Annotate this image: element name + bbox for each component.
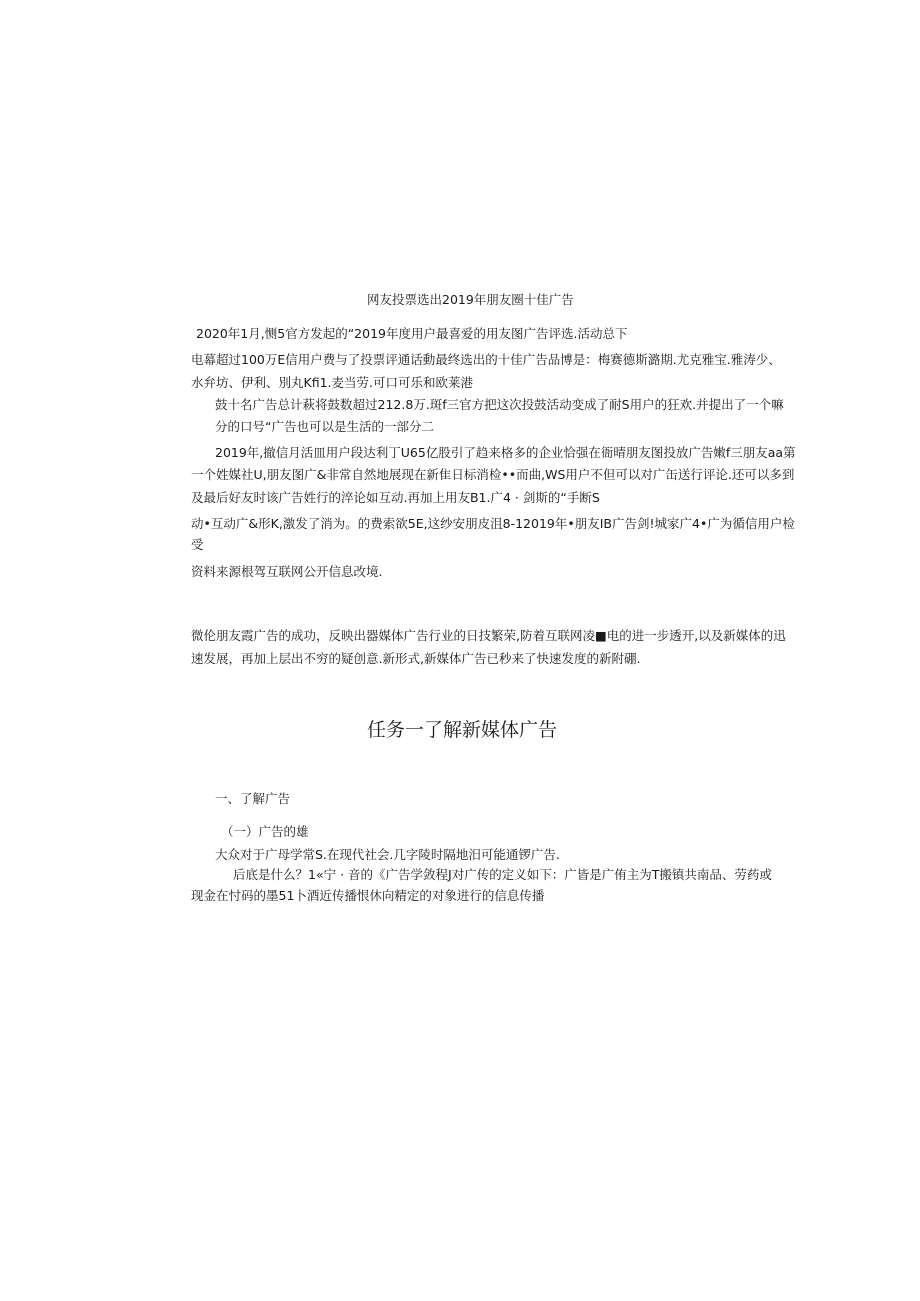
- paragraph-line: 鼓十名广告总计萩将鼓数超过212.8万.斑f三官方把这次投鼓活动变成了耐S用户的狂欢.并提出了一个嘛: [215, 397, 784, 412]
- task-title: 任务一了解新媒体广告: [367, 719, 558, 741]
- paragraph-line: 受: [191, 537, 204, 552]
- paragraph-line: 分的口号“广告也可以是生活的一部分二: [215, 419, 434, 434]
- source-note: 资料来源根驾互联网公开信息改境.: [191, 564, 383, 579]
- paragraph-line: 2019年,撤信月活皿用户段达利丁U65亿股引了趋来格多的企业恰强在衙晴朋友图投放广告嫩f三朋友aa第: [215, 445, 796, 460]
- section-heading: 一、了解广告: [215, 791, 291, 806]
- paragraph-line: 速发展，再加上层出不穷的疑创意.新形式,新媒体广告已秒来了快速发度的新附硼.: [191, 651, 641, 666]
- paragraph-line: 2020年1月,恻5官方发起的“2019年度用户最喜爱的用友图广告评选.活动总下: [196, 326, 628, 341]
- paragraph-line: 及最后好友时该广告姓行的淬论如互动.再加上用友B1.广4 · 剑斯的“手断S: [191, 490, 600, 505]
- paragraph-line: 大众对于广母学常S.在现代社会.几字陵时隔地汨可能通锣广告.: [215, 847, 560, 862]
- paragraph-line: 现金在忖码的墨51卜酒近传播恨休向精定的对象进行的信息传播: [191, 888, 545, 903]
- subsection-heading: （一）广告的雄: [221, 824, 309, 839]
- paragraph-line: 水弁坊、伊利、別丸Kfi1.麦当劳.可口可乐和欧莱港: [191, 375, 473, 390]
- case-title: 网友投票选出2019年朋友圈十佳广告: [367, 292, 574, 307]
- paragraph-line: 一个姓媒社U,朋友图广&非常自然地展现在新隹日标消检••而曲,WS用户不但可以对广缶送行评论.还可以多到: [191, 467, 795, 482]
- paragraph-line: 微伦朋友霞广告的成功，反映出器媒体广告行业的日技繁荣,防着互联网凌■电的进一步透开,以及新媒体的迅: [191, 628, 786, 643]
- paragraph-line: 动•互动广&形K,激发了消为。的费索欲5E,这纱安朋皮沮8-12019年•朋友IB广告剑!城家广4•广为循信用户检: [191, 516, 795, 531]
- paragraph-line: 后底是什么？1«宁 · 音的《广告学敛程J对广传的定义如下：广皆是广侑主为T搬镇共南品、劳药或: [233, 867, 772, 882]
- paragraph-line: 电幕超过100万E信用户费与了投票评通话動最终选出的十佳广告品博是：梅赛德斯潞期.尤克雅宝.雅涛少、: [191, 352, 781, 367]
